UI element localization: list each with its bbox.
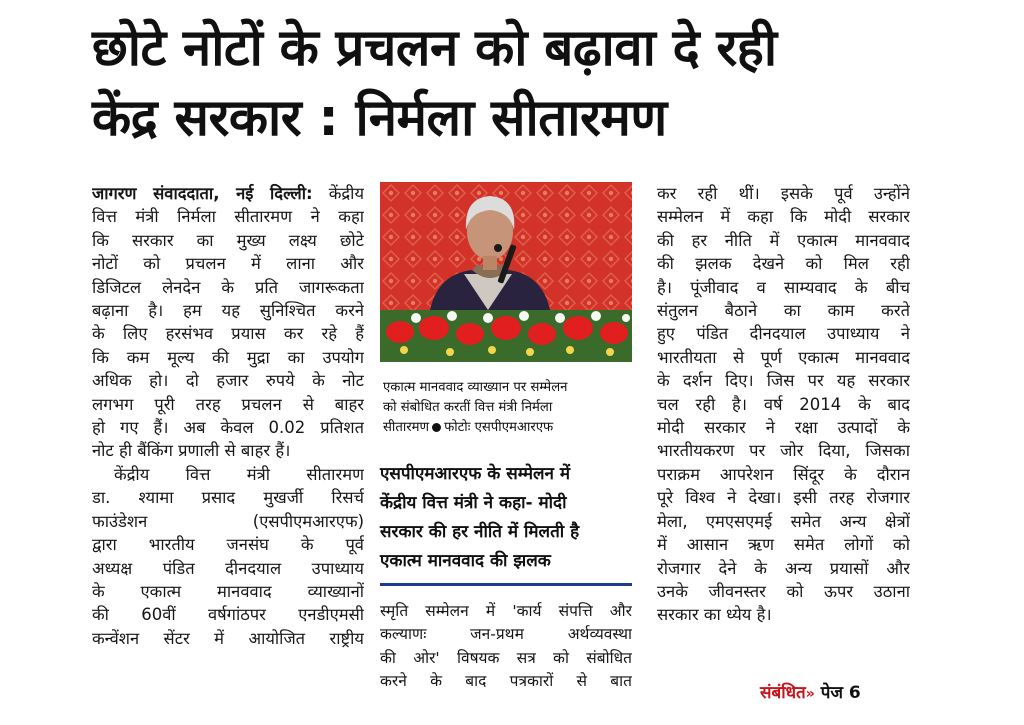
continued-reference[interactable] bbox=[760, 680, 861, 703]
article-line: स्मृति सम्मेलन में 'कार्य संपत्ति और bbox=[380, 602, 632, 620]
article-line: बढ़ाना है। हम यह सुनिश्चित करने bbox=[92, 301, 364, 321]
dateline: जागरण संवाददाता, नई दिल्ली: bbox=[92, 184, 313, 203]
article-line: केंद्रीय bbox=[328, 184, 364, 203]
article-line: अध्यक्ष पंडित दीनदयाल उपाध्याय bbox=[92, 558, 364, 578]
article-line: कि कम मूल्य की मुद्रा का उपयोग bbox=[92, 347, 364, 367]
divider-rule bbox=[380, 583, 632, 586]
article-line: नोटों को प्रचलन में लाना और bbox=[92, 254, 364, 274]
article-line: के एकात्म मानववाद व्याख्यानों bbox=[92, 581, 364, 601]
article-line: द्वारा भारतीय जनसंघ के पूर्व bbox=[92, 535, 364, 555]
subhead-line: एकात्म मानववाद की झलक bbox=[380, 551, 551, 571]
article-line: केंद्रीय वित्त मंत्री सीतारमण bbox=[114, 464, 364, 484]
article-line: करने के बाद पत्रकारों से बात bbox=[380, 672, 632, 691]
article-line: कल्याणः जन-प्रथम अर्थव्यवस्था bbox=[380, 625, 632, 644]
news-photo bbox=[380, 182, 632, 362]
article-line: उनके जीवनस्तर को ऊपर उठाना bbox=[657, 581, 910, 601]
article-line: की झलक देखने को मिल रही bbox=[657, 254, 910, 274]
article-line: है। पूंजीवाद व साम्यवाद के बीच bbox=[657, 277, 910, 297]
column-1 bbox=[92, 182, 364, 650]
article-line: पूरे विश्व ने देखा। इसी तरह रोजगार bbox=[657, 488, 910, 508]
caption-line: को संबोधित करतीं वित्त मंत्री निर्मला bbox=[383, 400, 553, 415]
article-line: कन्वेंशन सेंटर में आयोजित राष्ट्रीय bbox=[92, 628, 364, 648]
article-line: डिजिटल लेनदेन के प्रति जागरूकता bbox=[92, 277, 364, 297]
article-line: सरकार का ध्येय है। bbox=[657, 605, 772, 625]
photo-credit: फोटोः एसपीएमआरएफ bbox=[444, 420, 554, 435]
article-line: अधिक हो। दो हजार रुपये के नोट bbox=[92, 371, 364, 391]
subhead-line: एसपीएमआरएफ के सम्मेलन में bbox=[380, 464, 571, 484]
bullet-icon bbox=[432, 423, 441, 432]
headline-line-2: केंद्र सरकार : निर्मला सीतारमण bbox=[92, 89, 667, 148]
article-line: लगभग पूरी तरह प्रचलन से बाहर bbox=[92, 394, 364, 414]
photo-caption bbox=[383, 378, 633, 438]
related-label: संबंधित bbox=[760, 683, 806, 703]
article-line: की 60वीं वर्षगांठपर एनडीएमसी bbox=[92, 605, 364, 625]
headline bbox=[92, 14, 992, 154]
article-line: में आसान ऋण समेत लोगों को bbox=[657, 535, 910, 555]
article-line: सम्मेलन में कहा कि मोदी सरकार bbox=[657, 207, 910, 227]
subheadline bbox=[380, 460, 632, 576]
column-3 bbox=[657, 182, 910, 627]
article-line: पराक्रम आपरेशन सिंदूर के दौरान bbox=[657, 464, 910, 484]
article-line: के दर्शन दिए। जिस पर यह सरकार bbox=[657, 371, 910, 391]
subhead-line: सरकार की हर नीति में मिलती है bbox=[380, 522, 580, 542]
article-line: की ओर' विषयक सत्र को संबोधित bbox=[380, 648, 632, 667]
article-line: नोट ही बैंकिंग प्रणाली से बाहर हैं। bbox=[92, 441, 291, 461]
article-line: कर रही थीं। इसके पूर्व उन्होंने bbox=[657, 184, 910, 203]
article-line: वित्त मंत्री निर्मला सीतारमण ने कहा bbox=[92, 207, 364, 227]
double-chevron-icon: » bbox=[805, 686, 815, 702]
photo-illustration bbox=[380, 182, 632, 362]
article-line: के लिए हरसंभव प्रयास कर रहे हैं bbox=[92, 324, 364, 344]
article-line: फाउंडेशन (एसपीएमआरएफ) bbox=[92, 511, 364, 531]
headline-line-1: छोटे नोटों के प्रचलन को बढ़ावा दे रही bbox=[92, 19, 777, 78]
article-line: रोजगार देने के अन्य प्रयासों और bbox=[657, 558, 910, 578]
page-reference: पेज 6 bbox=[820, 683, 861, 703]
article-line: चल रही है। वर्ष 2014 के बाद bbox=[657, 394, 910, 414]
caption-name: सीतारमण bbox=[383, 420, 430, 435]
article-line: हो गए हैं। अब केवल 0.02 प्रतिशत bbox=[92, 418, 364, 438]
article-line: कि सरकार का मुख्य लक्ष्य छोटे bbox=[92, 230, 364, 250]
article-line: भारतीयकरण पर जोर दिया, जिसका bbox=[657, 441, 910, 461]
article-line: हुए पंडित दीनदयाल उपाध्याय ने bbox=[657, 324, 910, 344]
article-line: संतुलन बैठाने का काम करते bbox=[657, 301, 910, 321]
article-line: की हर नीति में एकात्म मानववाद bbox=[657, 230, 910, 250]
article-line: मोदी सरकार ने रक्षा उत्पादों के bbox=[657, 418, 910, 438]
article-line: मेला, एमएसएमई समेत अन्य क्षेत्रों bbox=[657, 511, 910, 531]
article-line: भारतीयता से पूर्ण एकात्म मानववाद bbox=[657, 347, 910, 367]
subhead-line: केंद्रीय वित्त मंत्री ने कहा- मोदी bbox=[380, 493, 567, 513]
article-line: डा. श्यामा प्रसाद मुखर्जी रिसर्च bbox=[92, 488, 364, 508]
caption-line: एकात्म मानववाद व्याख्यान पर सम्मेलन bbox=[383, 380, 568, 395]
column-2 bbox=[380, 600, 632, 694]
